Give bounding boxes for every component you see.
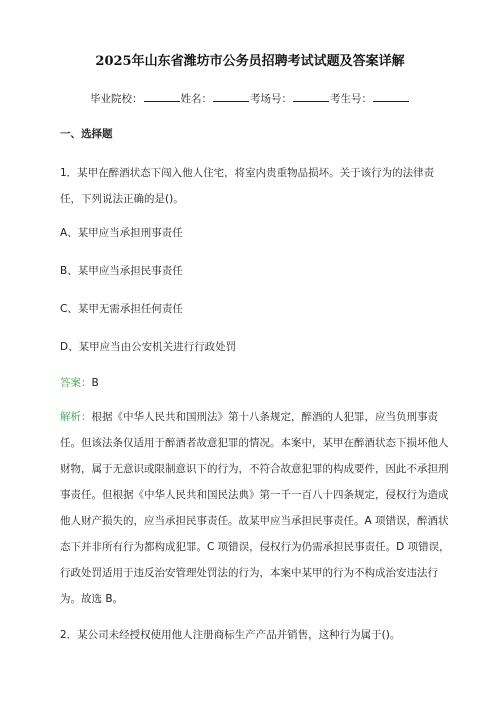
candidate-info-line — [0, 90, 500, 106]
name-blank — [213, 90, 249, 102]
room-label: 考场号： — [250, 93, 292, 105]
document-title: 2025年山东省潍坊市公务员招聘考试试题及答案详解 — [95, 54, 405, 69]
room-blank — [293, 90, 329, 102]
question-1-analysis — [60, 404, 450, 612]
id-label: 考生号： — [330, 93, 372, 105]
question-1-option-c: C、某甲无需承担任何责任 — [60, 303, 183, 315]
name-label: 姓名： — [180, 93, 212, 105]
question-1-answer — [60, 370, 450, 396]
id-blank — [373, 90, 409, 102]
school-blank — [144, 90, 180, 102]
analysis-label: 解析： — [60, 411, 92, 423]
analysis-text: 根据《中华人民共和国刑法》第十八条规定，醉酒的人犯罪，应当负刑事责任。但该法条仅适用于醉酒者故意犯罪的情况。本案中，某甲在醉酒状态下损坏他人财物，属于无意识或限制意识下的行为，不符合故意犯罪的构成要件，因此不承担刑事责任。但根据《中华人民共和国民法典》第一千一百八十四条规定，侵权行为造成他人财产损失的，应当承担民事责任。故某甲应当承担民事责任。A 项错误，醉酒状态下并非所有行为都构成犯罪。C 项错误，侵权行为仍需承担民事责任。D 项错误，行政处罚适用于违反治安管理处罚法的行为，本案中某甲的行为不构成治安违法行为。故选 B。 — [60, 411, 450, 605]
question-1-option-d: D、某甲应当由公安机关进行行政处罚 — [60, 341, 237, 353]
question-1-stem: 1．某甲在醉酒状态下闯入他人住宅，将室内贵重物品损坏。关于该行为的法律责任，下列说法正确的是()。 — [60, 167, 435, 205]
school-label: 毕业院校： — [90, 93, 143, 105]
answer-label: 答案： — [60, 377, 92, 389]
question-1-option-b: B、某甲应当承担民事责任 — [60, 265, 183, 277]
question-1-option-a: A、某甲应当承担刑事责任 — [60, 227, 183, 239]
question-2-stem: 2．某公司未经授权使用他人注册商标生产产品并销售，这种行为属于()。 — [60, 629, 401, 641]
answer-value: B — [91, 377, 99, 389]
section-heading: 一、选择题 — [60, 128, 113, 140]
